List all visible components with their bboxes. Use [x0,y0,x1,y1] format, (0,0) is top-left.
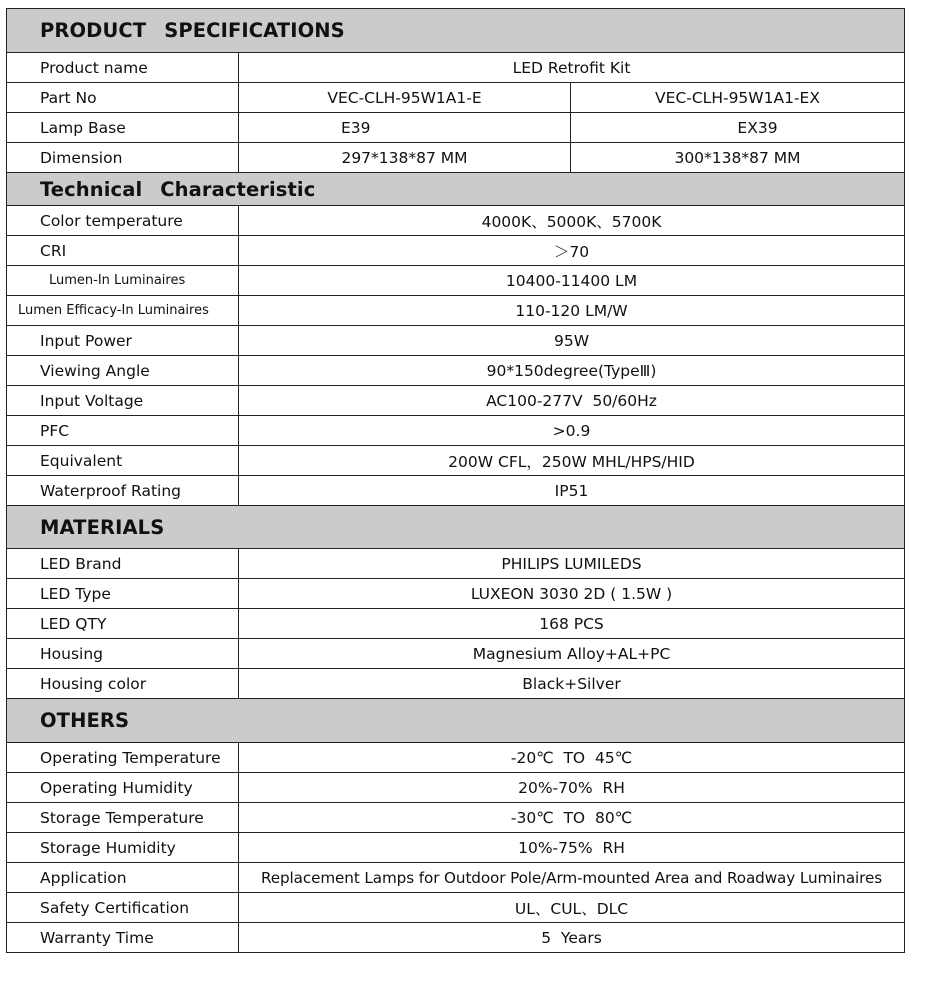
spec-row-lamp-base [7,113,905,143]
spec-value: AC100-277V 50/60Hz [239,386,905,416]
spec-value: 10400-11400 LM [239,266,905,296]
spec-label: Viewing Angle [7,356,239,386]
spec-label: Lumen-In Luminaires [7,266,239,296]
spec-value: Magnesium Alloy+AL+PC [239,639,905,669]
spec-row-led-qty [7,609,905,639]
spec-value: Black+Silver [239,669,905,699]
section-title: MATERIALS [7,506,905,549]
spec-row-waterproof-rating [7,476,905,506]
spec-label: Housing [7,639,239,669]
spec-value: -20℃ TO 45℃ [239,743,905,773]
spec-row-safety-certification [7,893,905,923]
spec-row-housing-color [7,669,905,699]
spec-value: 168 PCS [239,609,905,639]
section-title: PRODUCT SPECIFICATIONS [7,9,905,53]
spec-value: ＞70 [239,236,905,266]
spec-value: 5 Years [239,923,905,953]
spec-label: PFC [7,416,239,446]
spec-row-led-brand [7,549,905,579]
section-header-product-specifications [7,9,905,53]
spec-value: 200W CFL，250W MHL/HPS/HID [239,446,905,476]
spec-row-viewing-angle [7,356,905,386]
spec-label: Operating Temperature [7,743,239,773]
spec-row-product-name [7,53,905,83]
spec-row-input-voltage [7,386,905,416]
spec-row-input-power [7,326,905,356]
spec-value-ex: VEC-CLH-95W1A1-EX [571,83,905,113]
spec-value: PHILIPS LUMILEDS [239,549,905,579]
spec-label: Color temperature [7,206,239,236]
spec-value-e: E39 [239,113,571,143]
spec-label: Waterproof Rating [7,476,239,506]
spec-label: Part No [7,83,239,113]
spec-value: 95W [239,326,905,356]
spec-label: CRI [7,236,239,266]
spec-row-operating-temperature [7,743,905,773]
spec-label: Equivalent [7,446,239,476]
spec-row-pfc [7,416,905,446]
spec-label: LED QTY [7,609,239,639]
spec-label: Application [7,863,239,893]
spec-row-warranty-time [7,923,905,953]
spec-row-equivalent [7,446,905,476]
spec-label: LED Brand [7,549,239,579]
spec-row-cri [7,236,905,266]
spec-row-dimension [7,143,905,173]
spec-label: Input Voltage [7,386,239,416]
spec-value: 4000K、5000K、5700K [239,206,905,236]
spec-value: Replacement Lamps for Outdoor Pole/Arm-mounted Area and Roadway Luminaires [239,863,905,893]
spec-label: Warranty Time [7,923,239,953]
spec-value-e: VEC-CLH-95W1A1-E [239,83,571,113]
spec-row-housing [7,639,905,669]
spec-label: Housing color [7,669,239,699]
spec-row-storage-temperature [7,803,905,833]
spec-value: LED Retrofit Kit [239,53,905,83]
spec-label: Lamp Base [7,113,239,143]
spec-value: IP51 [239,476,905,506]
spec-row-color-temperature [7,206,905,236]
spec-value: 20%-70% RH [239,773,905,803]
section-header-technical-characteristic [7,173,905,206]
spec-row-operating-humidity [7,773,905,803]
spec-label: Input Power [7,326,239,356]
spec-row-led-type [7,579,905,609]
spec-value: >0.9 [239,416,905,446]
spec-label: Storage Humidity [7,833,239,863]
spec-value-ex: 300*138*87 MM [571,143,905,173]
spec-value: 10%-75% RH [239,833,905,863]
spec-value: -30℃ TO 80℃ [239,803,905,833]
spec-label: Safety Certification [7,893,239,923]
spec-row-lumen [7,266,905,296]
spec-row-application [7,863,905,893]
spec-label: LED Type [7,579,239,609]
spec-value-e: 297*138*87 MM [239,143,571,173]
spec-value-ex: EX39 [571,113,905,143]
section-header-materials [7,506,905,549]
product-spec-table [6,8,905,953]
section-header-others [7,699,905,743]
spec-row-storage-humidity [7,833,905,863]
spec-label: Operating Humidity [7,773,239,803]
spec-value: UL、CUL、DLC [239,893,905,923]
section-title: OTHERS [7,699,905,743]
spec-value: 110-120 LM/W [239,296,905,326]
spec-row-part-no [7,83,905,113]
spec-label: Product name [7,53,239,83]
spec-label: Storage Temperature [7,803,239,833]
spec-label: Dimension [7,143,239,173]
section-title: Technical Characteristic [7,173,905,206]
spec-value: LUXEON 3030 2D ( 1.5W ) [239,579,905,609]
spec-value: 90*150degree(TypeⅢ) [239,356,905,386]
spec-label: Lumen Efficacy-In Luminaires [7,296,239,326]
spec-row-lumen-efficacy [7,296,905,326]
